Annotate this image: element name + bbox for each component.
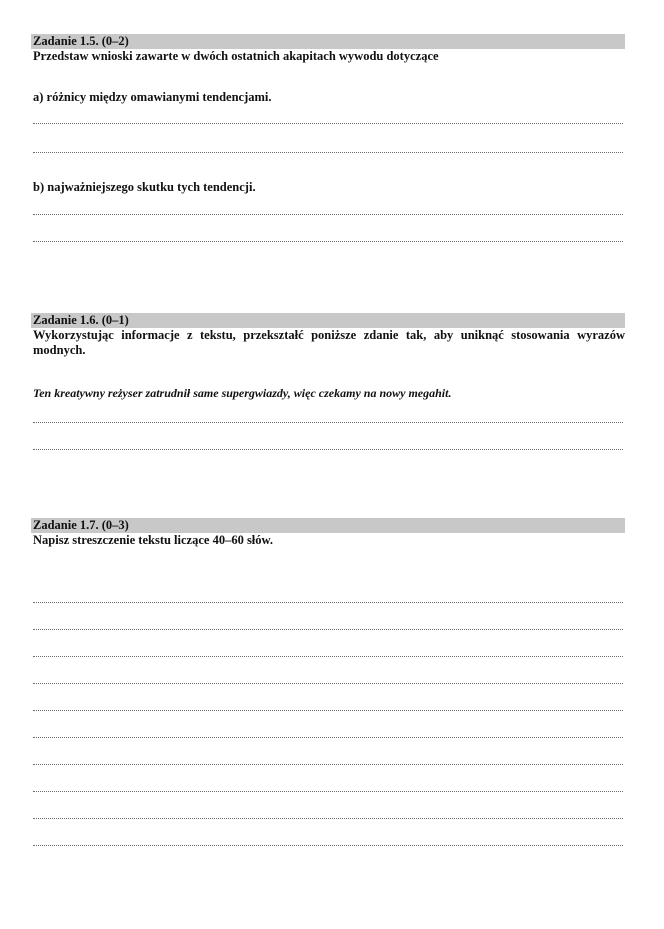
answer-line[interactable] <box>33 764 623 765</box>
answer-line[interactable] <box>33 422 623 423</box>
answer-line[interactable] <box>33 449 623 450</box>
answer-line[interactable] <box>33 214 623 215</box>
task-instruction: Przedstaw wnioski zawarte w dwóch ostatnich akapitach wywodu dotyczące <box>33 49 439 63</box>
task-instruction: Napisz streszczenie tekstu liczące 40–60 słów. <box>33 533 273 547</box>
sentence-to-rewrite: Ten kreatywny reżyser zatrudnił same supergwiazdy, więc czekamy na nowy megahit. <box>33 386 452 400</box>
answer-line[interactable] <box>33 737 623 738</box>
task-1-5 <box>31 34 625 254</box>
task-1-6 <box>31 313 625 453</box>
answer-line[interactable] <box>33 845 623 846</box>
subquestion-b: b) najważniejszego skutku tych tendencji. <box>33 180 256 194</box>
answer-line[interactable] <box>33 602 623 603</box>
task-header: Zadanie 1.6. (0–1) <box>31 313 625 328</box>
answer-line[interactable] <box>33 683 623 684</box>
task-header: Zadanie 1.7. (0–3) <box>31 518 625 533</box>
task-header: Zadanie 1.5. (0–2) <box>31 34 625 49</box>
answer-line[interactable] <box>33 241 623 242</box>
answer-line[interactable] <box>33 710 623 711</box>
answer-line[interactable] <box>33 656 623 657</box>
task-1-7 <box>31 518 625 848</box>
answer-line[interactable] <box>33 791 623 792</box>
answer-line[interactable] <box>33 818 623 819</box>
task-instruction: Wykorzystując informacje z tekstu, przekształć poniższe zdanie tak, aby uniknąć stosowania wyrazów modnych. <box>33 328 625 357</box>
answer-line[interactable] <box>33 152 623 153</box>
answer-line[interactable] <box>33 123 623 124</box>
subquestion-a: a) różnicy między omawianymi tendencjami. <box>33 90 272 104</box>
answer-line[interactable] <box>33 629 623 630</box>
